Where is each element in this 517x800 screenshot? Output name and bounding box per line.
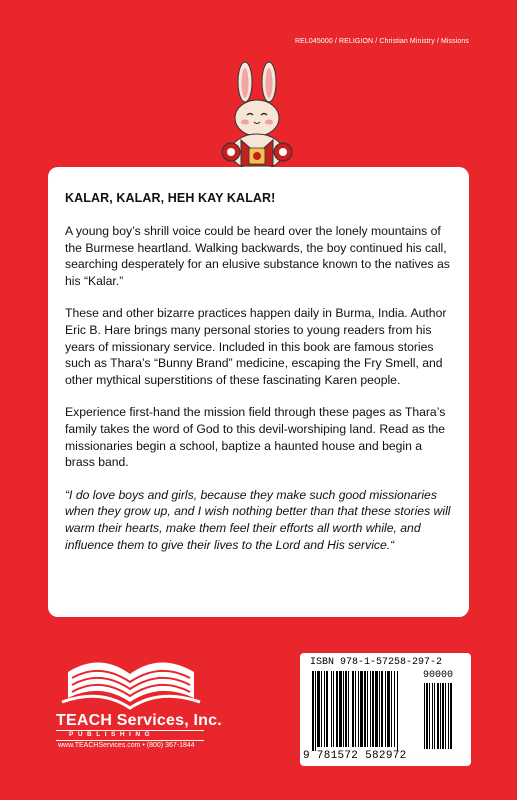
rabbit-in-kimono-icon xyxy=(211,60,303,170)
open-book-logo-icon xyxy=(60,652,202,710)
blurb-headline: KALAR, KALAR, HEH KAY KALAR! xyxy=(65,191,276,205)
blurb-panel xyxy=(48,167,469,617)
blurb-paragraph-2: These and other bizarre practices happen daily in Burma, India. Author Eric B. Hare brings many personal stories to young readers from his years of missionary service. Included in this book are famous stories such as Thara’s “Bunny Brand” medicine, escaping the Fry Smell, and other mythical superstitions of these fascinating Karen people. xyxy=(65,306,447,387)
publisher-division: PUBLISHING xyxy=(69,731,155,738)
blurb-paragraph-1: A young boy’s shrill voice could be heard over the lonely mountains of the Burmese heartland. Walking backwards, the boy continued his call, searching desperately for an elusive substance known to the natives as his “Kalar.” xyxy=(65,224,450,288)
publisher-name: TEACH Services, Inc. xyxy=(56,712,222,729)
publisher-block xyxy=(52,652,252,757)
barcode-digits: 9 781572 582972 xyxy=(303,750,407,762)
blurb-paragraph-3: Experience first-hand the mission field through these pages as Thara’s family takes the word of God to this devil-worshiping land. Read as the missionaries begin a school, baptize a haunted house and begin a brass band. xyxy=(65,405,446,470)
isbn-barcode xyxy=(300,653,471,766)
author-quote: “I do love boys and girls, because they make such good missionaries when they grow up, and I wish nothing better than that these stories will warm their hearts, make them feel their efforts all worth while, and influence them to give their lives to the Lord and His service.“ xyxy=(65,487,451,552)
isbn-label: ISBN 978-1-57258-297-2 xyxy=(310,657,443,668)
publisher-contact: www.TEACHServices.com • (800) 367-1844 xyxy=(58,742,195,749)
price-code: 90000 xyxy=(423,670,454,681)
category-label: REL045000 / RELIGION / Christian Ministry / Missions xyxy=(294,38,469,45)
divider xyxy=(56,740,204,741)
